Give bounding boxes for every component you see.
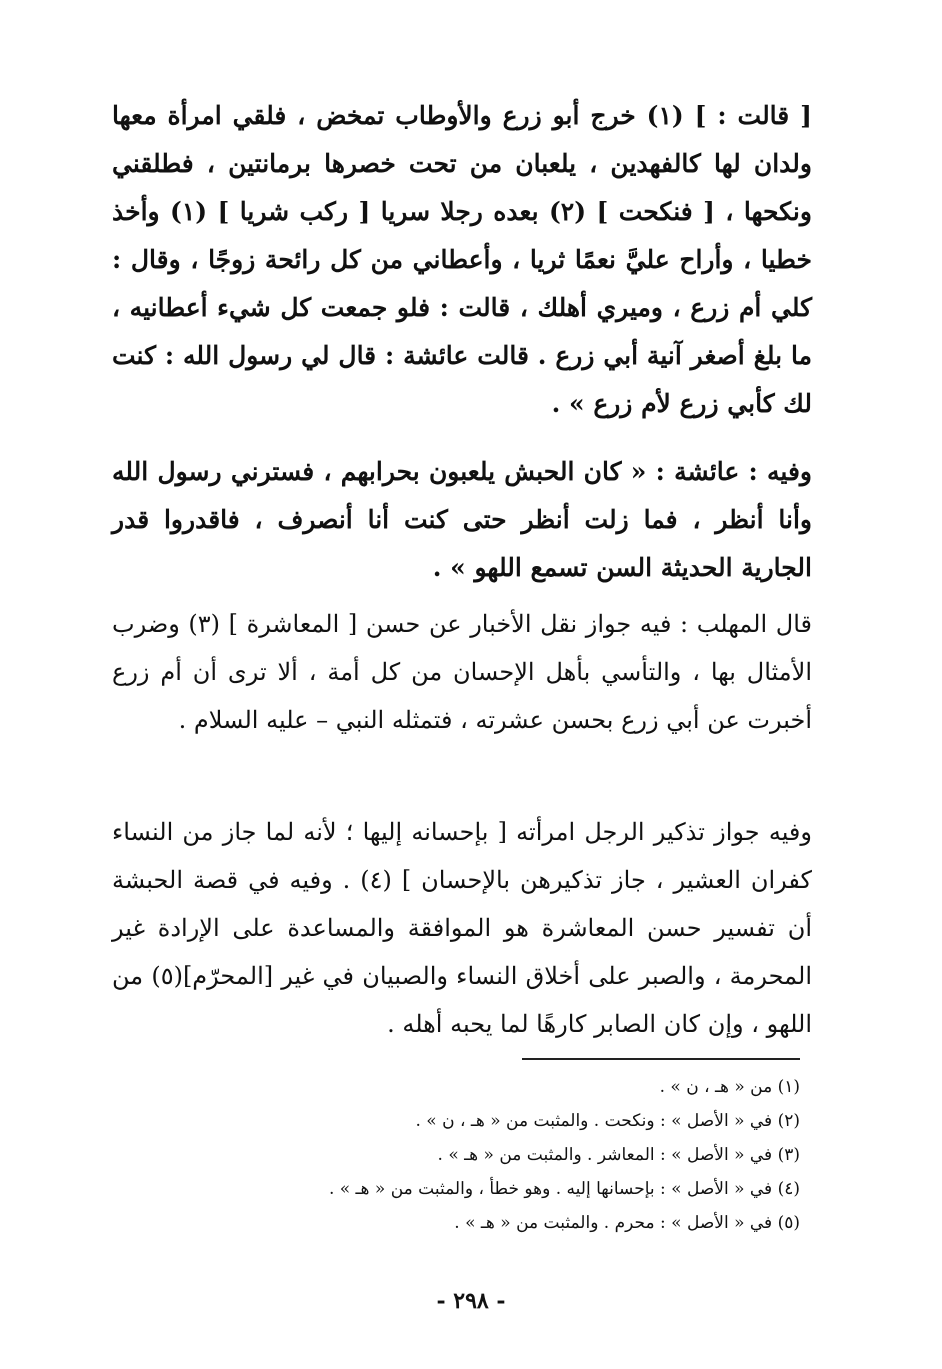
footnote-5: (٥) في « الأصل » : محرم . والمثبت من « هـ » . [454,1213,800,1233]
footnote-3: (٣) في « الأصل » : المعاشر . والمثبت من « هـ » . [437,1145,800,1165]
paragraph-umm-zar-story: [ قالت : ] (١) خرج أبو زرع والأوطاب تمخض ، فلقي امرأة معها ولدان لها كالفهدين ، يلعبان من تحت خصرها برمانتين ، فطلقني ونكحها ، [ فنكحت ] (٢) بعده رجلا سريا [ ركب شريا ] (١) وأخذ خطيا ، وأراح عليَّ نعمًا ثريا ، وأعطاني من كل رائحة زوجًا ، وقال : كلي أم زرع ، وميري أهلك ، قالت : فلو جمعت كل شيء أعطانيه ، ما بلغ أصغر آنية أبي زرع . قالت عائشة : قال لي رسول الله : كنت لك كأبي زرع لأم زرع » . [112,101,812,418]
footnote-2: (٢) في « الأصل » : ونكحت . والمثبت من « هـ ، ن » . [415,1111,800,1131]
paragraph-abyssinians-hadith: وفيه : عائشة : « كان الحبش يلعبون بحرابهم ، فسترني رسول الله وأنا أنظر ، فما زلت أنظر حتى كنت أنا أنصرف ، فاقدروا قدر الجارية الحديثة السن تسمع اللهو » . [112,457,812,582]
paragraph-muhallab-commentary: قال المهلب : فيه جواز نقل الأخبار عن حسن [ المعاشرة ] (٣) وضرب الأمثال بها ، والتأسي بأهل الإحسان من كل أمة ، ألا ترى أن أم زرع أخبرت عن أبي زرع بحسن عشرته ، فتمثله النبي – عليه السلام . [112,610,812,734]
footnote-4: (٤) في « الأصل » : بإحسانها إليه . وهو خطأ ، والمثبت من « هـ » . [328,1179,800,1199]
page-number: - ٢٩٨ - [436,1288,506,1314]
paragraph-reminding-wife: وفيه جواز تذكير الرجل امرأته [ بإحسانه إليها ؛ لأنه لما جاز من النساء كفران العشير ، جاز تذكيرهن بالإحسان ] (٤) . وفيه في قصة الحبشة أن تفسير حسن المعاشرة هو الموافقة والمساعدة على الإرادة غير المحرمة ، والصبر على أخلاق النساء والصبيان في غير [المحرّم](٥) من اللهو ، وإن كان الصابر كارهًا لما يحبه أهله . [112,818,812,1038]
footnote-separator [522,1058,800,1060]
footnote-1: (١) من « هـ ، ن » . [659,1077,800,1097]
footnotes [200,1070,800,1240]
